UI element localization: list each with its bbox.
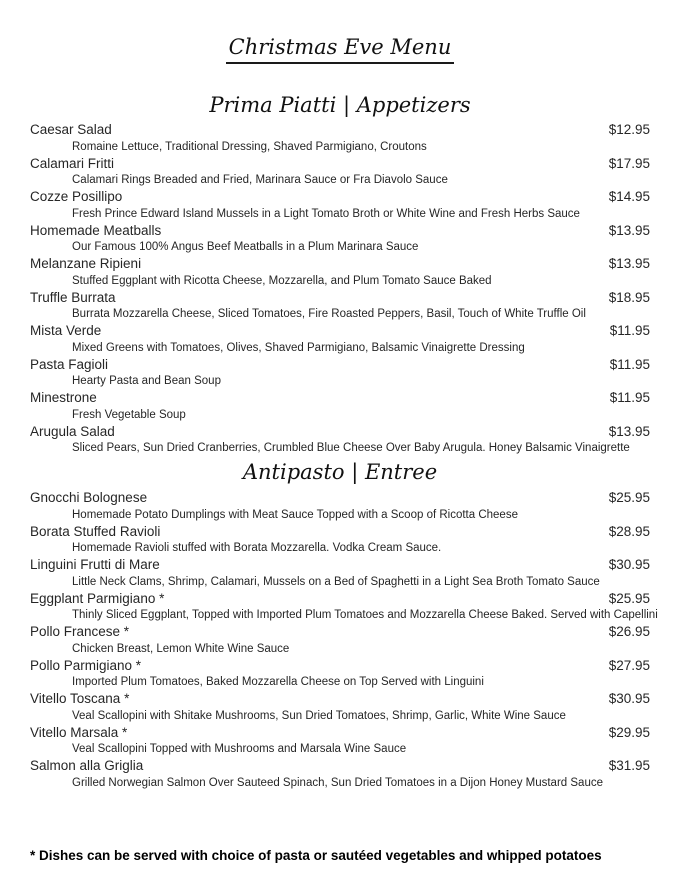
item-price: $13.95 <box>608 222 650 238</box>
item-price: $13.95 <box>608 256 650 271</box>
item-price: $13.95 <box>608 423 650 439</box>
item-name: Pollo Parmigiano * <box>30 657 142 673</box>
item-name: Eggplant Parmigiano * <box>30 590 165 606</box>
item-description: Chicken Breast, Lemon White Wine Sauce <box>72 642 290 655</box>
item-price: $29.95 <box>608 724 650 740</box>
item-price: $30.95 <box>608 557 650 572</box>
section-appetizers <box>30 121 650 456</box>
item-price: $18.95 <box>608 289 650 305</box>
item-name: Caesar Salad <box>30 122 112 137</box>
menu-title-wrap <box>30 33 650 64</box>
menu-item <box>30 523 650 557</box>
item-description: Fresh Prince Edward Island Mussels in a Light Tomato Broth or White Wine and Fresh Herbs Sauce <box>72 207 580 220</box>
item-name: Pollo Francese * <box>30 624 130 639</box>
item-description: Hearty Pasta and Bean Soup <box>72 375 221 387</box>
item-name: Pasta Fagioli <box>30 356 109 372</box>
section-entrees <box>30 489 658 791</box>
item-price: $28.95 <box>608 523 650 539</box>
menu-item <box>30 188 650 222</box>
item-price: $17.95 <box>608 155 650 171</box>
item-description: Romaine Lettuce, Traditional Dressing, Shaved Parmigiano, Croutons <box>72 140 427 153</box>
menu-item <box>30 389 650 423</box>
menu-item <box>30 623 650 657</box>
item-name: Vitello Marsala * <box>30 724 128 740</box>
item-description: Mixed Greens with Tomatoes, Olives, Shaved Parmigiano, Balsamic Vinaigrette Dressing <box>72 341 525 354</box>
item-name: Gnocchi Bolognese <box>30 490 148 505</box>
item-description: Imported Plum Tomatoes, Baked Mozzarella Cheese on Top Served with Linguini <box>72 676 484 688</box>
item-price: $25.95 <box>608 490 650 505</box>
item-description: Calamari Rings Breaded and Fried, Marinara Sauce or Fra Diavolo Sauce <box>72 174 448 186</box>
item-name: Vitello Toscana * <box>30 691 130 706</box>
item-price: $12.95 <box>608 122 650 137</box>
item-price: $26.95 <box>608 624 650 639</box>
menu-item <box>30 556 650 590</box>
menu-item <box>30 155 650 189</box>
item-price: $11.95 <box>609 390 650 405</box>
item-description: Stuffed Eggplant with Ricotta Cheese, Mozzarella, and Plum Tomato Sauce Baked <box>72 274 492 287</box>
item-name: Mista Verde <box>30 323 102 338</box>
menu-item <box>30 690 650 724</box>
item-description: Homemade Ravioli stuffed with Borata Mozzarella. Vodka Cream Sauce. <box>72 542 442 554</box>
menu-item <box>30 423 650 457</box>
item-name: Borata Stuffed Ravioli <box>30 523 161 539</box>
item-name: Arugula Salad <box>30 423 115 439</box>
item-description: Fresh Vegetable Soup <box>72 408 186 421</box>
item-name: Truffle Burrata <box>30 289 116 305</box>
item-name: Cozze Posillipo <box>30 189 123 204</box>
menu-item <box>30 289 650 323</box>
item-description: Our Famous 100% Angus Beef Meatballs in a Plum Marinara Sauce <box>72 241 419 253</box>
item-price: $31.95 <box>608 758 650 773</box>
menu-item <box>30 356 650 390</box>
menu-item <box>30 590 658 624</box>
item-description: Little Neck Clams, Shrimp, Calamari, Mussels on a Bed of Spaghetti in a Light Sea Broth Tomato Sauce <box>72 575 600 588</box>
item-price: $11.95 <box>609 356 650 372</box>
item-name: Melanzane Ripieni <box>30 256 142 271</box>
item-price: $27.95 <box>608 657 650 673</box>
menu-item <box>30 724 650 758</box>
item-price: $14.95 <box>608 189 650 204</box>
item-description: Sliced Pears, Sun Dried Cranberries, Crumbled Blue Cheese Over Baby Arugula. Honey Balsamic Vinaigrette <box>72 442 630 454</box>
section-title-entrees: Antipasto | Entree <box>242 460 438 484</box>
menu-item <box>30 121 650 155</box>
item-name: Linguini Frutti di Mare <box>30 557 160 572</box>
item-description: Grilled Norwegian Salmon Over Sauteed Spinach, Sun Dried Tomatoes in a Dijon Honey Mustard Sauce <box>72 776 603 789</box>
menu-title: Christmas Eve Menu <box>226 33 455 64</box>
item-name: Homemade Meatballs <box>30 222 162 238</box>
item-price: $11.95 <box>609 323 650 338</box>
menu-item <box>30 757 650 791</box>
item-name: Calamari Fritti <box>30 155 115 171</box>
item-name: Salmon alla Griglia <box>30 758 144 773</box>
item-price: $25.95 <box>608 590 650 606</box>
item-description: Homemade Potato Dumplings with Meat Sauce Topped with a Scoop of Ricotta Cheese <box>72 508 518 521</box>
item-description: Thinly Sliced Eggplant, Topped with Imported Plum Tomatoes and Mozzarella Cheese Baked. Served with Capellini <box>72 609 658 621</box>
menu-item <box>30 255 650 289</box>
footnote: * Dishes can be served with choice of pasta or sautéed vegetables and whipped potatoes <box>30 847 602 863</box>
item-description: Veal Scallopini Topped with Mushrooms and Marsala Wine Sauce <box>72 743 407 755</box>
menu-item <box>30 489 650 523</box>
item-description: Burrata Mozzarella Cheese, Sliced Tomatoes, Fire Roasted Peppers, Basil, Touch of White Truffle Oil <box>72 308 586 320</box>
menu-item <box>30 657 650 691</box>
menu-item <box>30 222 650 256</box>
menu-item <box>30 322 650 356</box>
item-description: Veal Scallopini with Shitake Mushrooms, Sun Dried Tomatoes, Shrimp, Garlic, White Wine Sauce <box>72 709 566 722</box>
item-name: Minestrone <box>30 390 97 405</box>
item-price: $30.95 <box>608 691 650 706</box>
section-title-appetizers: Prima Piatti | Appetizers <box>209 93 471 117</box>
